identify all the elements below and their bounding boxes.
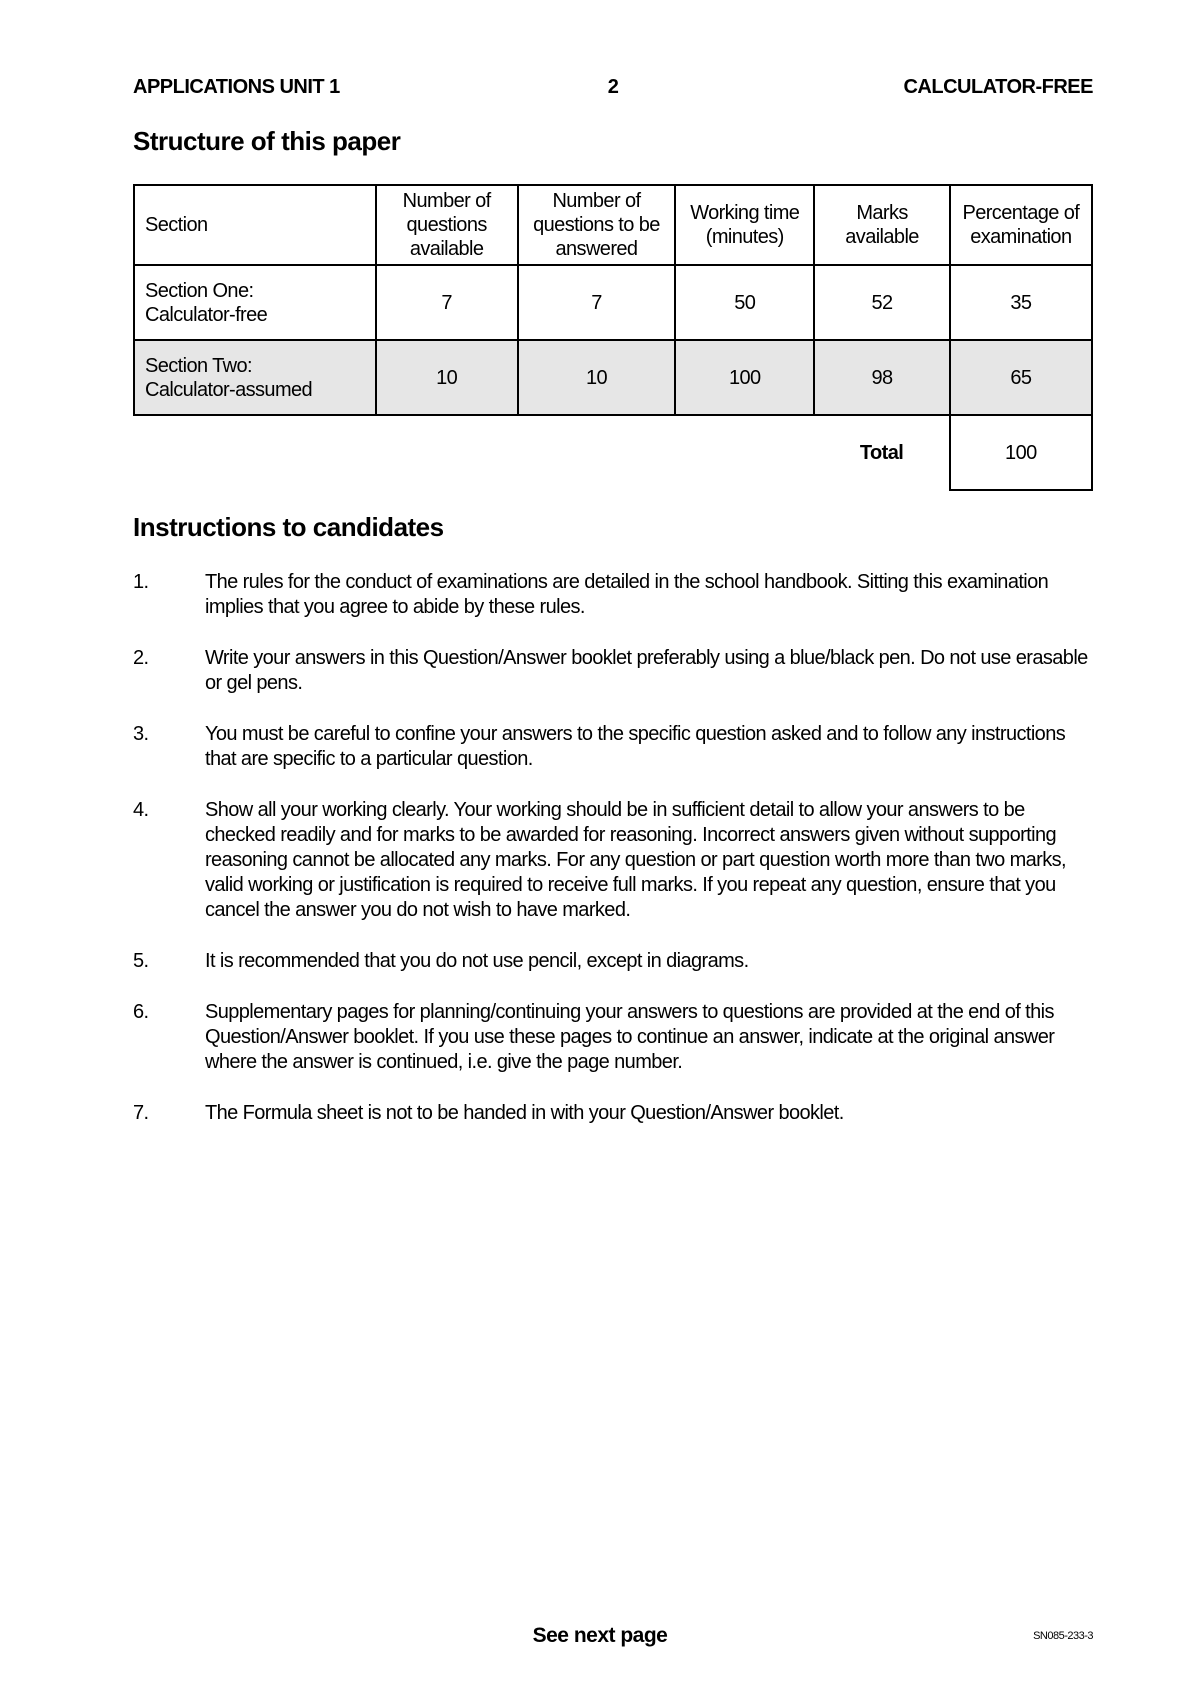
table-row bbox=[134, 340, 1092, 415]
item-text: The Formula sheet is not to be handed in with your Question/Answer booklet. bbox=[205, 1102, 844, 1124]
item-number: 5. bbox=[133, 950, 149, 972]
column-header-section: Section bbox=[134, 185, 376, 265]
item-text: The rules for the conduct of examinations are detailed in the school handbook. Sitting this examination implies that you agree to abide by these rules. bbox=[205, 571, 1049, 618]
marks-available-cell: 98 bbox=[814, 340, 949, 415]
section-name-line1: Section Two: bbox=[145, 354, 252, 377]
instructions-heading: Instructions to candidates bbox=[133, 512, 444, 542]
item-text: You must be careful to confine your answers to the specific question asked and to follow any instructions that are specific to a particular question. bbox=[205, 723, 1066, 770]
section-name-cell bbox=[134, 265, 376, 340]
column-header-percentage: Percentage of examination bbox=[950, 185, 1092, 265]
working-time-cell: 50 bbox=[675, 265, 814, 340]
item-number: 3. bbox=[133, 723, 149, 745]
item-number: 4. bbox=[133, 799, 149, 821]
list-item bbox=[133, 722, 1093, 772]
list-item bbox=[133, 798, 1093, 923]
column-header-working-time: Working time (minutes) bbox=[675, 185, 814, 265]
table-header-row bbox=[134, 185, 1092, 265]
section-name-line1: Section One: bbox=[145, 279, 254, 302]
running-header bbox=[133, 76, 1093, 104]
working-time-cell: 100 bbox=[675, 340, 814, 415]
item-text: Write your answers in this Question/Answer booklet preferably using a blue/black pen. Do not use erasable or gel pens. bbox=[205, 647, 1088, 694]
questions-available-cell: 10 bbox=[376, 340, 518, 415]
see-next-page: See next page bbox=[532, 1624, 668, 1647]
questions-available-cell: 7 bbox=[376, 265, 518, 340]
list-item bbox=[133, 1000, 1093, 1075]
item-text: It is recommended that you do not use pencil, except in diagrams. bbox=[205, 950, 749, 972]
item-text: Show all your working clearly. Your working should be in sufficient detail to allow your answers to be checked readily and for marks to be awarded for reasoning. Incorrect answers given without supporting reasoning cannot be allocated any marks. For any question or part question worth more than two marks, valid working or justification is required to receive full marks. If you repeat any question, ensure that you cancel the answer you do not wish to have marked. bbox=[205, 799, 1066, 921]
table-row bbox=[134, 265, 1092, 340]
header-paper-type: CALCULATOR-FREE bbox=[903, 76, 1093, 98]
structure-heading: Structure of this paper bbox=[133, 126, 401, 156]
percentage-cell: 35 bbox=[950, 265, 1092, 340]
item-number: 2. bbox=[133, 647, 149, 669]
column-header-questions-available: Number of questions available bbox=[376, 185, 518, 265]
page-number: 2 bbox=[607, 76, 619, 98]
column-header-marks-available: Marks available bbox=[814, 185, 949, 265]
questions-to-answer-cell: 10 bbox=[518, 340, 675, 415]
instructions-list bbox=[133, 570, 1093, 1152]
total-label: Total bbox=[814, 415, 949, 490]
total-row bbox=[134, 415, 1092, 490]
section-name-line2: Calculator-assumed bbox=[145, 378, 313, 401]
total-row-spacer bbox=[134, 415, 814, 490]
column-header-questions-to-answer: Number of questions to be answered bbox=[518, 185, 675, 265]
total-value: 100 bbox=[950, 415, 1092, 490]
list-item bbox=[133, 1101, 1093, 1126]
marks-available-cell: 52 bbox=[814, 265, 949, 340]
section-name-line2: Calculator-free bbox=[145, 303, 268, 326]
header-unit-title: APPLICATIONS UNIT 1 bbox=[133, 76, 340, 98]
item-number: 7. bbox=[133, 1102, 149, 1124]
document-code: SN085-233-3 bbox=[1033, 1630, 1093, 1642]
percentage-cell: 65 bbox=[950, 340, 1092, 415]
structure-table bbox=[133, 184, 1093, 491]
item-text: Supplementary pages for planning/continuing your answers to questions are provided at the end of this Question/Answer booklet. If you use these pages to continue an answer, indicate at the original answer where the answer is continued, i.e. give the page number. bbox=[205, 1001, 1055, 1073]
item-number: 1. bbox=[133, 571, 149, 593]
list-item bbox=[133, 949, 1093, 974]
item-number: 6. bbox=[133, 1001, 149, 1023]
section-name-cell bbox=[134, 340, 376, 415]
list-item bbox=[133, 570, 1093, 620]
list-item bbox=[133, 646, 1093, 696]
questions-to-answer-cell: 7 bbox=[518, 265, 675, 340]
